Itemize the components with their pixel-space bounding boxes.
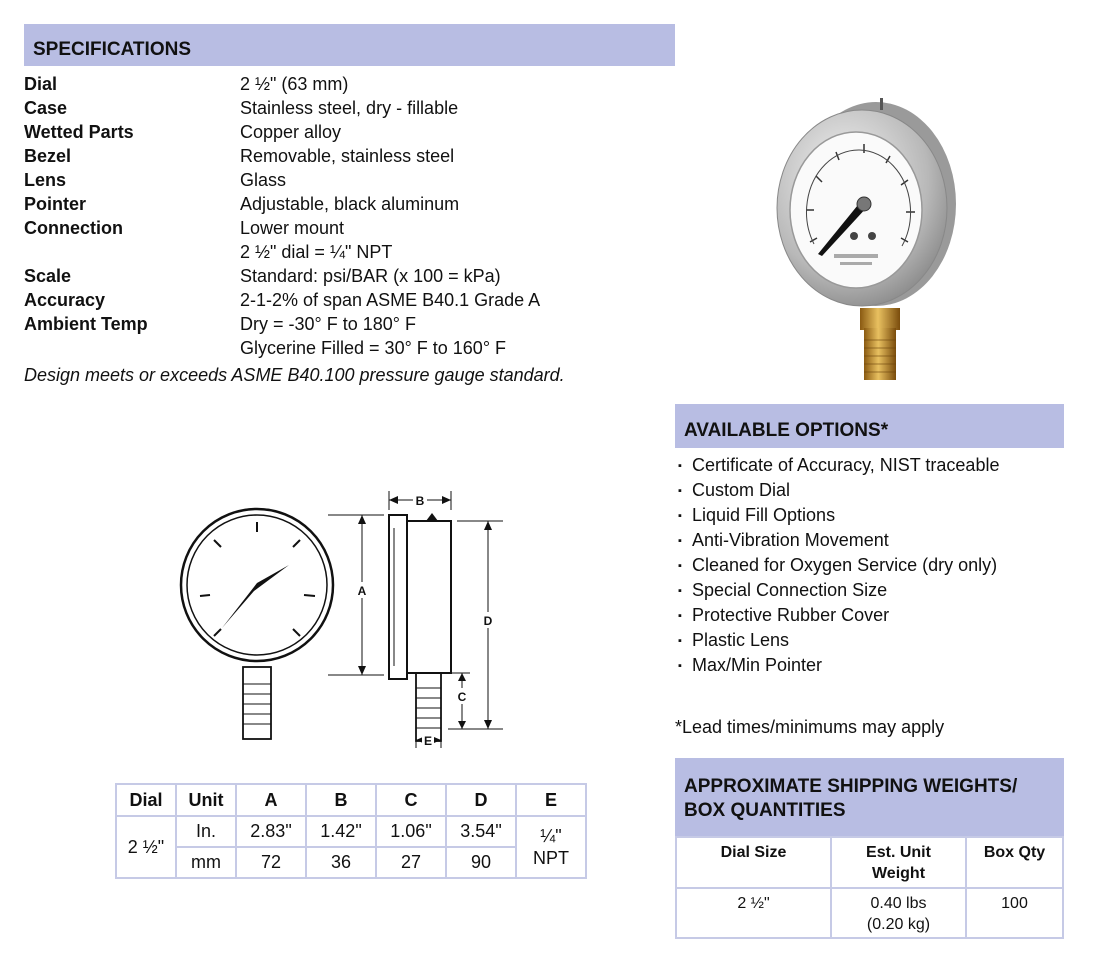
column-header bbox=[831, 837, 966, 888]
dimensions-table bbox=[115, 783, 587, 879]
dimension-label-b: B bbox=[415, 494, 425, 508]
shipping-table bbox=[675, 836, 1064, 939]
dimension-label-a: A bbox=[357, 584, 367, 598]
bullet-icon: ▪ bbox=[678, 610, 682, 622]
table-row bbox=[116, 816, 586, 847]
option-label: Plastic Lens bbox=[692, 630, 790, 650]
value-cell: 36 bbox=[306, 847, 376, 878]
spec-label: Connection bbox=[24, 218, 123, 238]
option-label: Anti-Vibration Movement bbox=[692, 530, 889, 550]
list-item bbox=[675, 503, 999, 528]
spec-value: Copper alloy bbox=[240, 122, 342, 142]
unit-cell: mm bbox=[176, 847, 236, 878]
list-item bbox=[675, 453, 999, 478]
dimension-label-e: E bbox=[423, 734, 433, 748]
dial-cell: 2 ½" bbox=[116, 816, 176, 878]
spec-value: 2-1-2% of span ASME B40.1 Grade A bbox=[240, 290, 541, 310]
list-item bbox=[675, 628, 999, 653]
spec-value: 2 ½" (63 mm) bbox=[240, 74, 349, 94]
value-cell: 2.83" bbox=[236, 816, 306, 847]
e-value-bottom: NPT bbox=[533, 848, 569, 868]
bullet-icon: ▪ bbox=[678, 585, 682, 597]
value-cell: 1.42" bbox=[306, 816, 376, 847]
spec-value: Stainless steel, dry - fillable bbox=[240, 98, 459, 118]
spec-label: Lens bbox=[24, 170, 67, 190]
e-cell bbox=[516, 816, 586, 878]
weight-cell bbox=[831, 888, 966, 938]
box-qty-cell: 100 bbox=[966, 888, 1063, 938]
bullet-icon: ▪ bbox=[678, 660, 682, 672]
design-note: Design meets or exceeds ASME B40.100 pressure gauge standard. bbox=[24, 365, 565, 385]
spec-label: Accuracy bbox=[24, 290, 106, 310]
value-cell: 3.54" bbox=[446, 816, 516, 847]
option-label: Custom Dial bbox=[692, 480, 791, 500]
value-cell: 90 bbox=[446, 847, 516, 878]
bullet-icon: ▪ bbox=[678, 560, 682, 572]
spec-value: 2 ½" dial = ¼" NPT bbox=[240, 242, 393, 262]
dimension-label-c: C bbox=[457, 690, 467, 704]
column-header: C bbox=[376, 784, 446, 816]
bullet-icon: ▪ bbox=[678, 635, 682, 647]
bullet-icon: ▪ bbox=[678, 460, 682, 472]
value-cell: 1.06" bbox=[376, 816, 446, 847]
table-header-row bbox=[116, 784, 586, 816]
weight-header-line1: Est. Unit bbox=[866, 844, 931, 861]
weight-lbs: 0.40 lbs bbox=[870, 895, 927, 912]
options-list bbox=[675, 453, 999, 678]
list-item bbox=[675, 578, 999, 603]
options-title: AVAILABLE OPTIONS* bbox=[684, 420, 889, 441]
table-row bbox=[116, 847, 586, 878]
table-row bbox=[676, 888, 1063, 938]
spec-label: Scale bbox=[24, 266, 72, 286]
shipping-title-line1: APPROXIMATE SHIPPING WEIGHTS/ bbox=[684, 776, 1018, 797]
spec-label: Wetted Parts bbox=[24, 122, 134, 142]
column-header: E bbox=[516, 784, 586, 816]
column-header: Dial Size bbox=[676, 837, 831, 888]
column-header: B bbox=[306, 784, 376, 816]
spec-label: Pointer bbox=[24, 194, 87, 214]
spec-value: Removable, stainless steel bbox=[240, 146, 455, 166]
specifications-title: SPECIFICATIONS bbox=[33, 39, 191, 60]
value-cell: 72 bbox=[236, 847, 306, 878]
e-value-top: ¼" bbox=[540, 826, 562, 846]
spec-label: Ambient Temp bbox=[24, 314, 148, 334]
unit-cell: In. bbox=[176, 816, 236, 847]
table-header-row bbox=[676, 837, 1063, 888]
option-label: Protective Rubber Cover bbox=[692, 605, 890, 625]
dimension-diagram bbox=[170, 488, 520, 758]
bullet-icon: ▪ bbox=[678, 485, 682, 497]
shipping-header bbox=[675, 758, 1064, 836]
list-item bbox=[675, 553, 999, 578]
list-item bbox=[675, 653, 999, 678]
spec-label: Dial bbox=[24, 74, 58, 94]
spec-label: Case bbox=[24, 98, 68, 118]
spec-value: Glycerine Filled = 30° F to 160° F bbox=[240, 338, 507, 358]
dial-size-cell: 2 ½" bbox=[676, 888, 831, 938]
spec-value: Standard: psi/BAR (x 100 = kPa) bbox=[240, 266, 501, 286]
shipping-title-line2: BOX QUANTITIES bbox=[684, 800, 846, 821]
column-header: Unit bbox=[176, 784, 236, 816]
weight-kg: (0.20 kg) bbox=[866, 916, 931, 933]
column-header: A bbox=[236, 784, 306, 816]
option-label: Certificate of Accuracy, NIST traceable bbox=[692, 455, 1000, 475]
bullet-icon: ▪ bbox=[678, 510, 682, 522]
dimension-label-d: D bbox=[483, 614, 493, 628]
spec-value: Dry = -30° F to 180° F bbox=[240, 314, 416, 334]
option-label: Max/Min Pointer bbox=[692, 655, 823, 675]
lead-times-note: *Lead times/minimums may apply bbox=[675, 717, 945, 737]
specifications-header bbox=[24, 24, 675, 66]
option-label: Liquid Fill Options bbox=[692, 505, 836, 525]
pressure-gauge-photo bbox=[776, 96, 956, 386]
spec-label: Bezel bbox=[24, 146, 72, 166]
column-header: D bbox=[446, 784, 516, 816]
list-item bbox=[675, 528, 999, 553]
option-label: Special Connection Size bbox=[692, 580, 888, 600]
weight-header-line2: Weight bbox=[871, 865, 926, 882]
spec-value: Adjustable, black aluminum bbox=[240, 194, 460, 214]
spec-value: Lower mount bbox=[240, 218, 345, 238]
option-label: Cleaned for Oxygen Service (dry only) bbox=[692, 555, 998, 575]
list-item bbox=[675, 603, 999, 628]
column-header: Dial bbox=[116, 784, 176, 816]
value-cell: 27 bbox=[376, 847, 446, 878]
options-header bbox=[675, 404, 1064, 448]
column-header: Box Qty bbox=[966, 837, 1063, 888]
bullet-icon: ▪ bbox=[678, 535, 682, 547]
spec-value: Glass bbox=[240, 170, 287, 190]
list-item bbox=[675, 478, 999, 503]
